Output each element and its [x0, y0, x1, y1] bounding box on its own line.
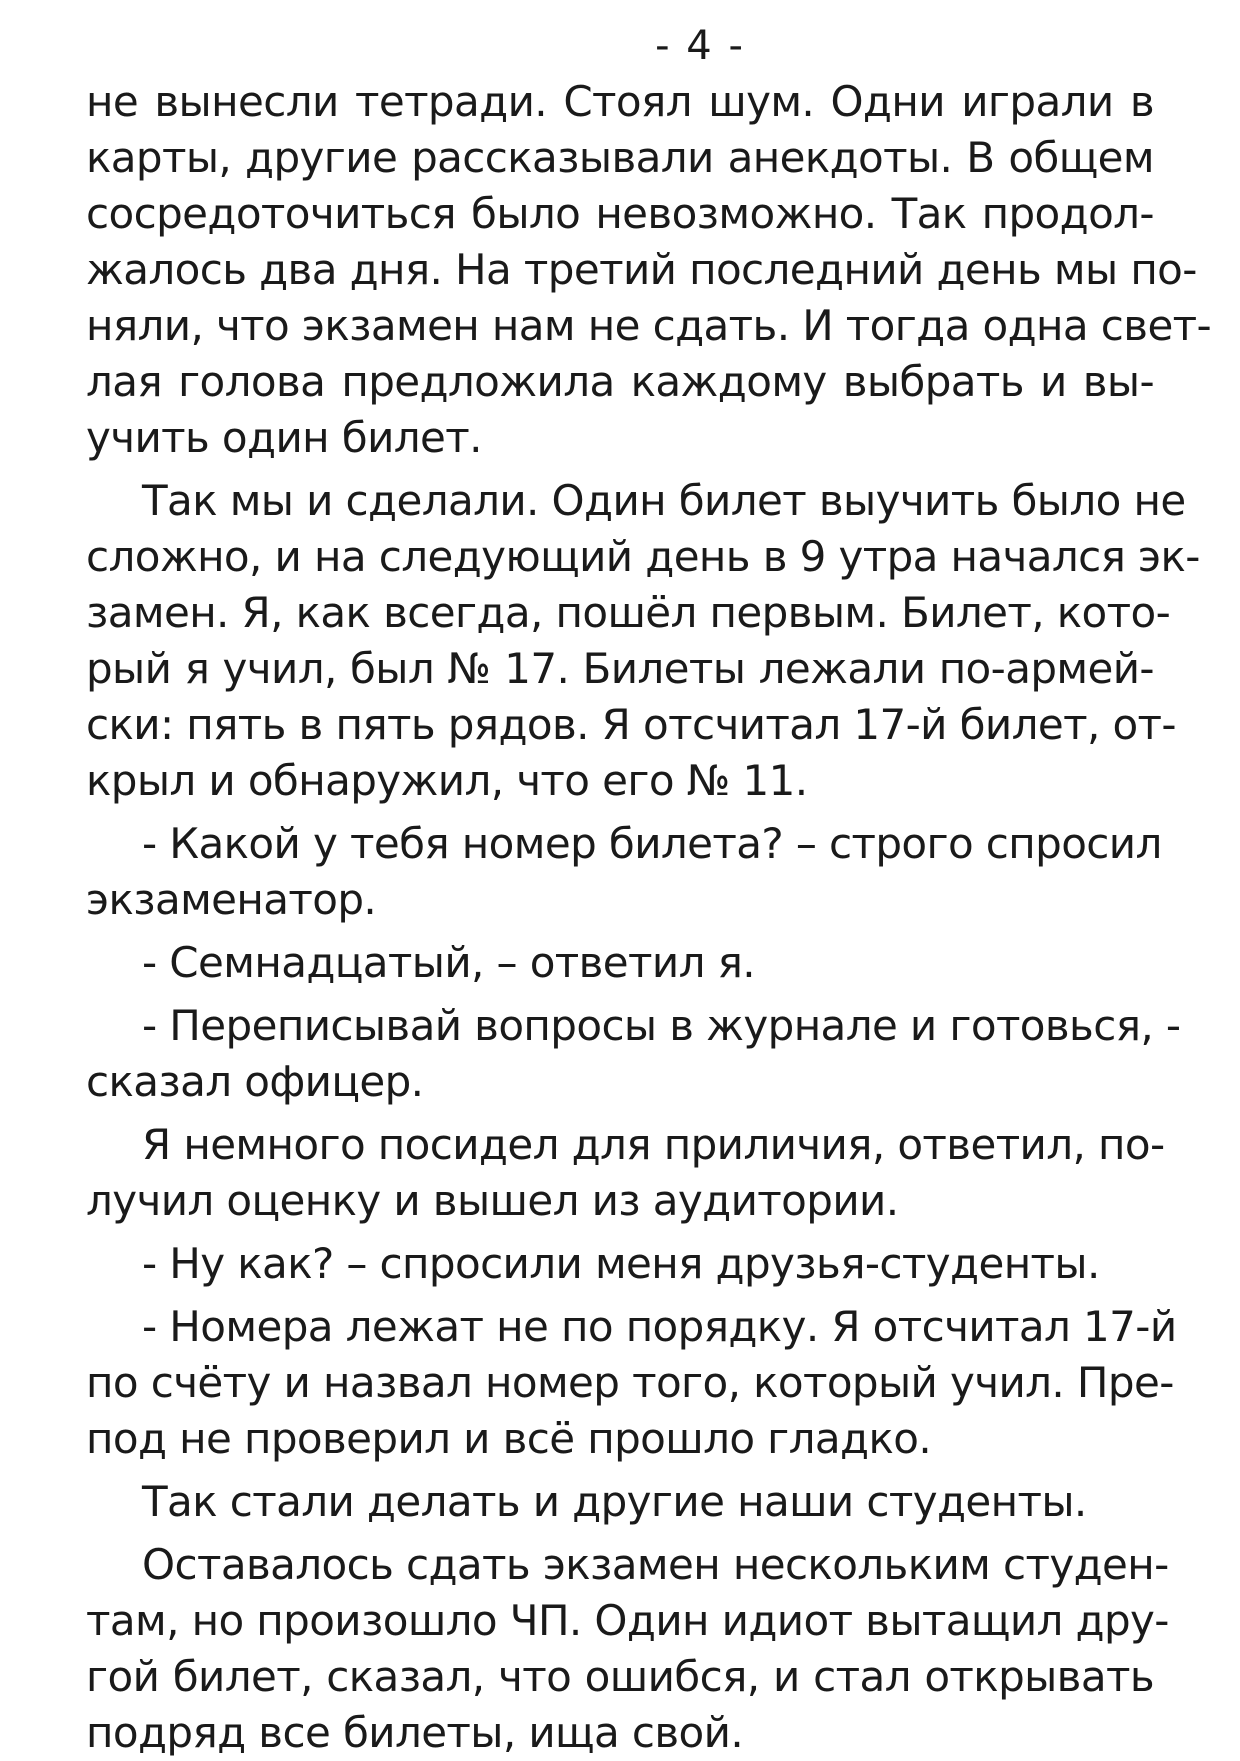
paragraph	[86, 998, 1181, 1110]
paragraph	[86, 1474, 1154, 1530]
text-line: Так мы и сделали. Один билет выучить было не	[142, 476, 1186, 525]
paragraph	[86, 473, 1200, 809]
text-line: под не проверил и всё прошло гладко.	[86, 1414, 932, 1463]
paragraph-gap	[86, 1467, 1154, 1474]
text-line: карты, другие рассказывали анекдоты. В общем	[86, 133, 1154, 182]
text-line: ски: пять в пять рядов. Я отсчитал 17-й билет, от-	[86, 700, 1176, 749]
text-line: - Какой у тебя номер билета? – строго спросил	[142, 819, 1162, 868]
paragraph-gap	[86, 1110, 1154, 1117]
text-line: няли, что экзамен нам не сдать. И тогда одна свет-	[86, 301, 1212, 350]
paragraph-gap	[86, 1530, 1154, 1537]
text-line: Оставалось сдать экзамен нескольким студен-	[142, 1540, 1169, 1589]
page-number: - 4 -	[655, 23, 745, 69]
text-line: экзаменатор.	[86, 875, 377, 924]
text-line: лучил оценку и вышел из аудитории.	[86, 1176, 899, 1225]
text-line: жалось два дня. На третий последний день мы по-	[86, 245, 1197, 294]
text-line: Так стали делать и другие наши студенты.	[142, 1477, 1087, 1526]
paragraph	[86, 816, 1162, 928]
paragraph-gap	[86, 991, 1154, 998]
text-line: - Семнадцатый, – ответил я.	[142, 938, 756, 987]
body-text	[86, 74, 1212, 1761]
paragraph-gap	[86, 809, 1154, 816]
paragraph-gap	[86, 1229, 1154, 1236]
paragraph	[86, 1299, 1177, 1467]
text-line: учить один билет.	[86, 413, 482, 462]
text-line: крыл и обнаружил, что его № 11.	[86, 756, 808, 805]
paragraph	[86, 1236, 1154, 1292]
text-line: сказал офицер.	[86, 1057, 424, 1106]
paragraph-gap	[86, 1292, 1154, 1299]
paragraph	[86, 74, 1212, 466]
paragraph	[86, 1117, 1165, 1229]
text-line: - Ну как? – спросили меня друзья-студенты.	[142, 1239, 1100, 1288]
paragraph-gap	[86, 466, 1154, 473]
text-line: - Номера лежат не по порядку. Я отсчитал 17-й	[142, 1302, 1177, 1351]
text-line: подряд все билеты, ища свой.	[86, 1708, 744, 1757]
text-line: лая голова предложила каждому выбрать и вы-	[86, 357, 1154, 406]
text-line: замен. Я, как всегда, пошёл первым. Билет, кото-	[86, 588, 1171, 637]
paragraph-gap	[86, 928, 1154, 935]
text-line: сложно, и на следующий день в 9 утра начался эк-	[86, 532, 1200, 581]
paragraph	[86, 1537, 1169, 1761]
text-line: по счёту и назвал номер того, который учил. Пре-	[86, 1358, 1174, 1407]
text-line: гой билет, сказал, что ошибся, и стал открывать	[86, 1652, 1154, 1701]
text-line: рый я учил, был № 17. Билеты лежали по-армей-	[86, 644, 1154, 693]
text-line: - Переписывай вопросы в журнале и готовься, -	[142, 1001, 1181, 1050]
text-line: Я немного посидел для приличия, ответил, по-	[142, 1120, 1165, 1169]
paragraph	[86, 935, 1154, 991]
text-line: сосредоточиться было невозможно. Так продол-	[86, 189, 1154, 238]
text-line: не вынесли тетради. Стоял шум. Одни играли в	[86, 77, 1154, 126]
text-line: там, но произошло ЧП. Один идиот вытащил дру-	[86, 1596, 1169, 1645]
